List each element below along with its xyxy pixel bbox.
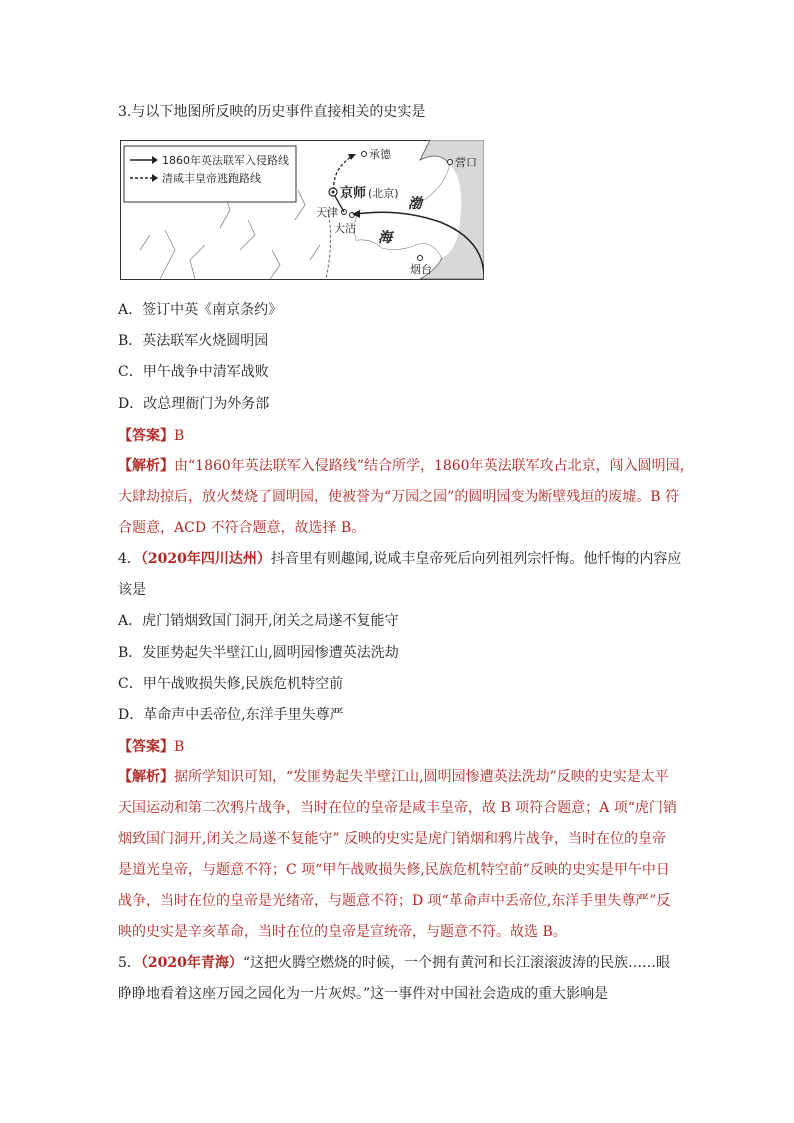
q4-analysis-line-5: 战争，当时在位的皇帝是光绪帝，与题意不符；D 项“革命声中丢帝位,东洋手里失尊严”反 xyxy=(118,893,671,909)
label-tianjin: 天津 xyxy=(316,206,338,219)
q5-stem-text-1: “这把火腾空燃烧的时候，一个拥有黄河和长江滚滚波涛的民族……眼 xyxy=(242,955,671,971)
label-hai: 海 xyxy=(378,230,392,246)
historical-map xyxy=(120,140,484,280)
label-dagu: 大沽 xyxy=(334,222,356,235)
q4-analysis-line-4: 是道光皇帝，与题意不符；C 项“甲午战败损失修,民族危机特空前”反映的史实是甲午中日 xyxy=(118,862,670,878)
q4-analysis-line-1 xyxy=(118,767,678,787)
q5-stem-line-2: 睁睁地看着这座万园之园化为一片灰烬。”这一事件对中国社会造成的重大影响是 xyxy=(118,986,609,1002)
q4-stem-line-1 xyxy=(118,549,682,569)
q4-answer-label: 【答案】 xyxy=(118,739,174,755)
q4-stem-line-2: 该是 xyxy=(118,582,146,598)
q3-stem: 3.与以下地图所反映的历史事件直接相关的史实是 xyxy=(118,104,426,120)
legend-escape-text: 清咸丰皇帝逃跑路线 xyxy=(162,172,261,185)
q3-analysis-line-2: 大肆劫掠后，放火焚烧了圆明园，使被誉为“万园之园”的圆明园变为断壁残垣的废墟。B 符 xyxy=(118,489,680,505)
q3-analysis-label: 【解析】 xyxy=(118,458,174,474)
q5-number: 5． xyxy=(118,955,141,971)
q3-analysis-text-1: 由“1860年英法联军入侵路线”结合所学，1860年英法联军攻占北京，闯入圆明园， xyxy=(174,458,694,474)
label-yantai: 烟台 xyxy=(410,263,432,276)
q3-analysis-line-1 xyxy=(118,456,694,476)
q5-stem-line-1 xyxy=(118,953,678,973)
q4-option-c: C．甲午战败损失修,民族危机特空前 xyxy=(118,676,344,692)
q4-number: 4． xyxy=(118,551,141,567)
q5-source: （2020年青海） xyxy=(140,955,243,971)
label-jingshi: 京师 xyxy=(340,186,367,201)
q4-analysis-line-6: 映的史实是辛亥革命，当时在位的皇帝是宣统帝，与题意不符。故选 B。 xyxy=(118,924,567,940)
q4-analysis-text-1: 据所学知识可知，“发匪势起失半壁江山,圆明园惨遭英法洗劫”反映的史实是太平 xyxy=(174,769,669,785)
q4-answer xyxy=(118,737,678,757)
q3-option-c: C．甲午战争中清军战败 xyxy=(118,364,269,380)
q4-analysis-label: 【解析】 xyxy=(118,769,174,785)
q3-answer-value: B xyxy=(174,428,185,444)
label-chengde: 承德 xyxy=(369,148,391,161)
q3-answer-label: 【答案】 xyxy=(118,428,174,444)
q3-option-b: B．英法联军火烧圆明园 xyxy=(118,333,269,349)
q4-analysis-line-2: 天国运动和第二次鸦片战争，当时在位的皇帝是咸丰皇帝，故 B 项符合题意；A 项“虎门销 xyxy=(118,800,677,816)
q4-option-a: A．虎门销烟致国门洞开,闭关之局遂不复能守 xyxy=(118,613,399,629)
q4-analysis-line-3: 烟致国门洞开,闭关之局遂不复能守” 反映的史实是虎门销烟和鸦片战争，当时在位的皇帝 xyxy=(118,831,667,847)
q4-option-d: D．革命声中丢帝位,东洋手里失尊严 xyxy=(118,707,344,723)
label-beijing: (北京) xyxy=(368,187,399,200)
label-yingkou: 营口 xyxy=(455,156,477,169)
q4-stem-text-1: 抖音里有则趣闻,说咸丰皇帝死后向列祖列宗忏悔。他忏悔的内容应 xyxy=(270,551,682,567)
q4-answer-value: B xyxy=(174,739,185,755)
q4-source: （2020年四川达州） xyxy=(140,551,271,567)
q3-analysis-line-3: 合题意，ACD 不符合题意，故选择 B。 xyxy=(118,520,366,536)
label-bo: 渤 xyxy=(408,196,422,212)
q3-option-a: A．签订中英《南京条约》 xyxy=(118,302,283,318)
q3-option-d: D．改总理衙门为外务部 xyxy=(118,396,270,412)
q3-answer xyxy=(118,426,678,446)
q4-option-b: B．发匪势起失半壁江山,圆明园惨遭英法洗劫 xyxy=(118,645,399,661)
legend-invasion-text: 1860年英法联军入侵路线 xyxy=(162,154,289,167)
